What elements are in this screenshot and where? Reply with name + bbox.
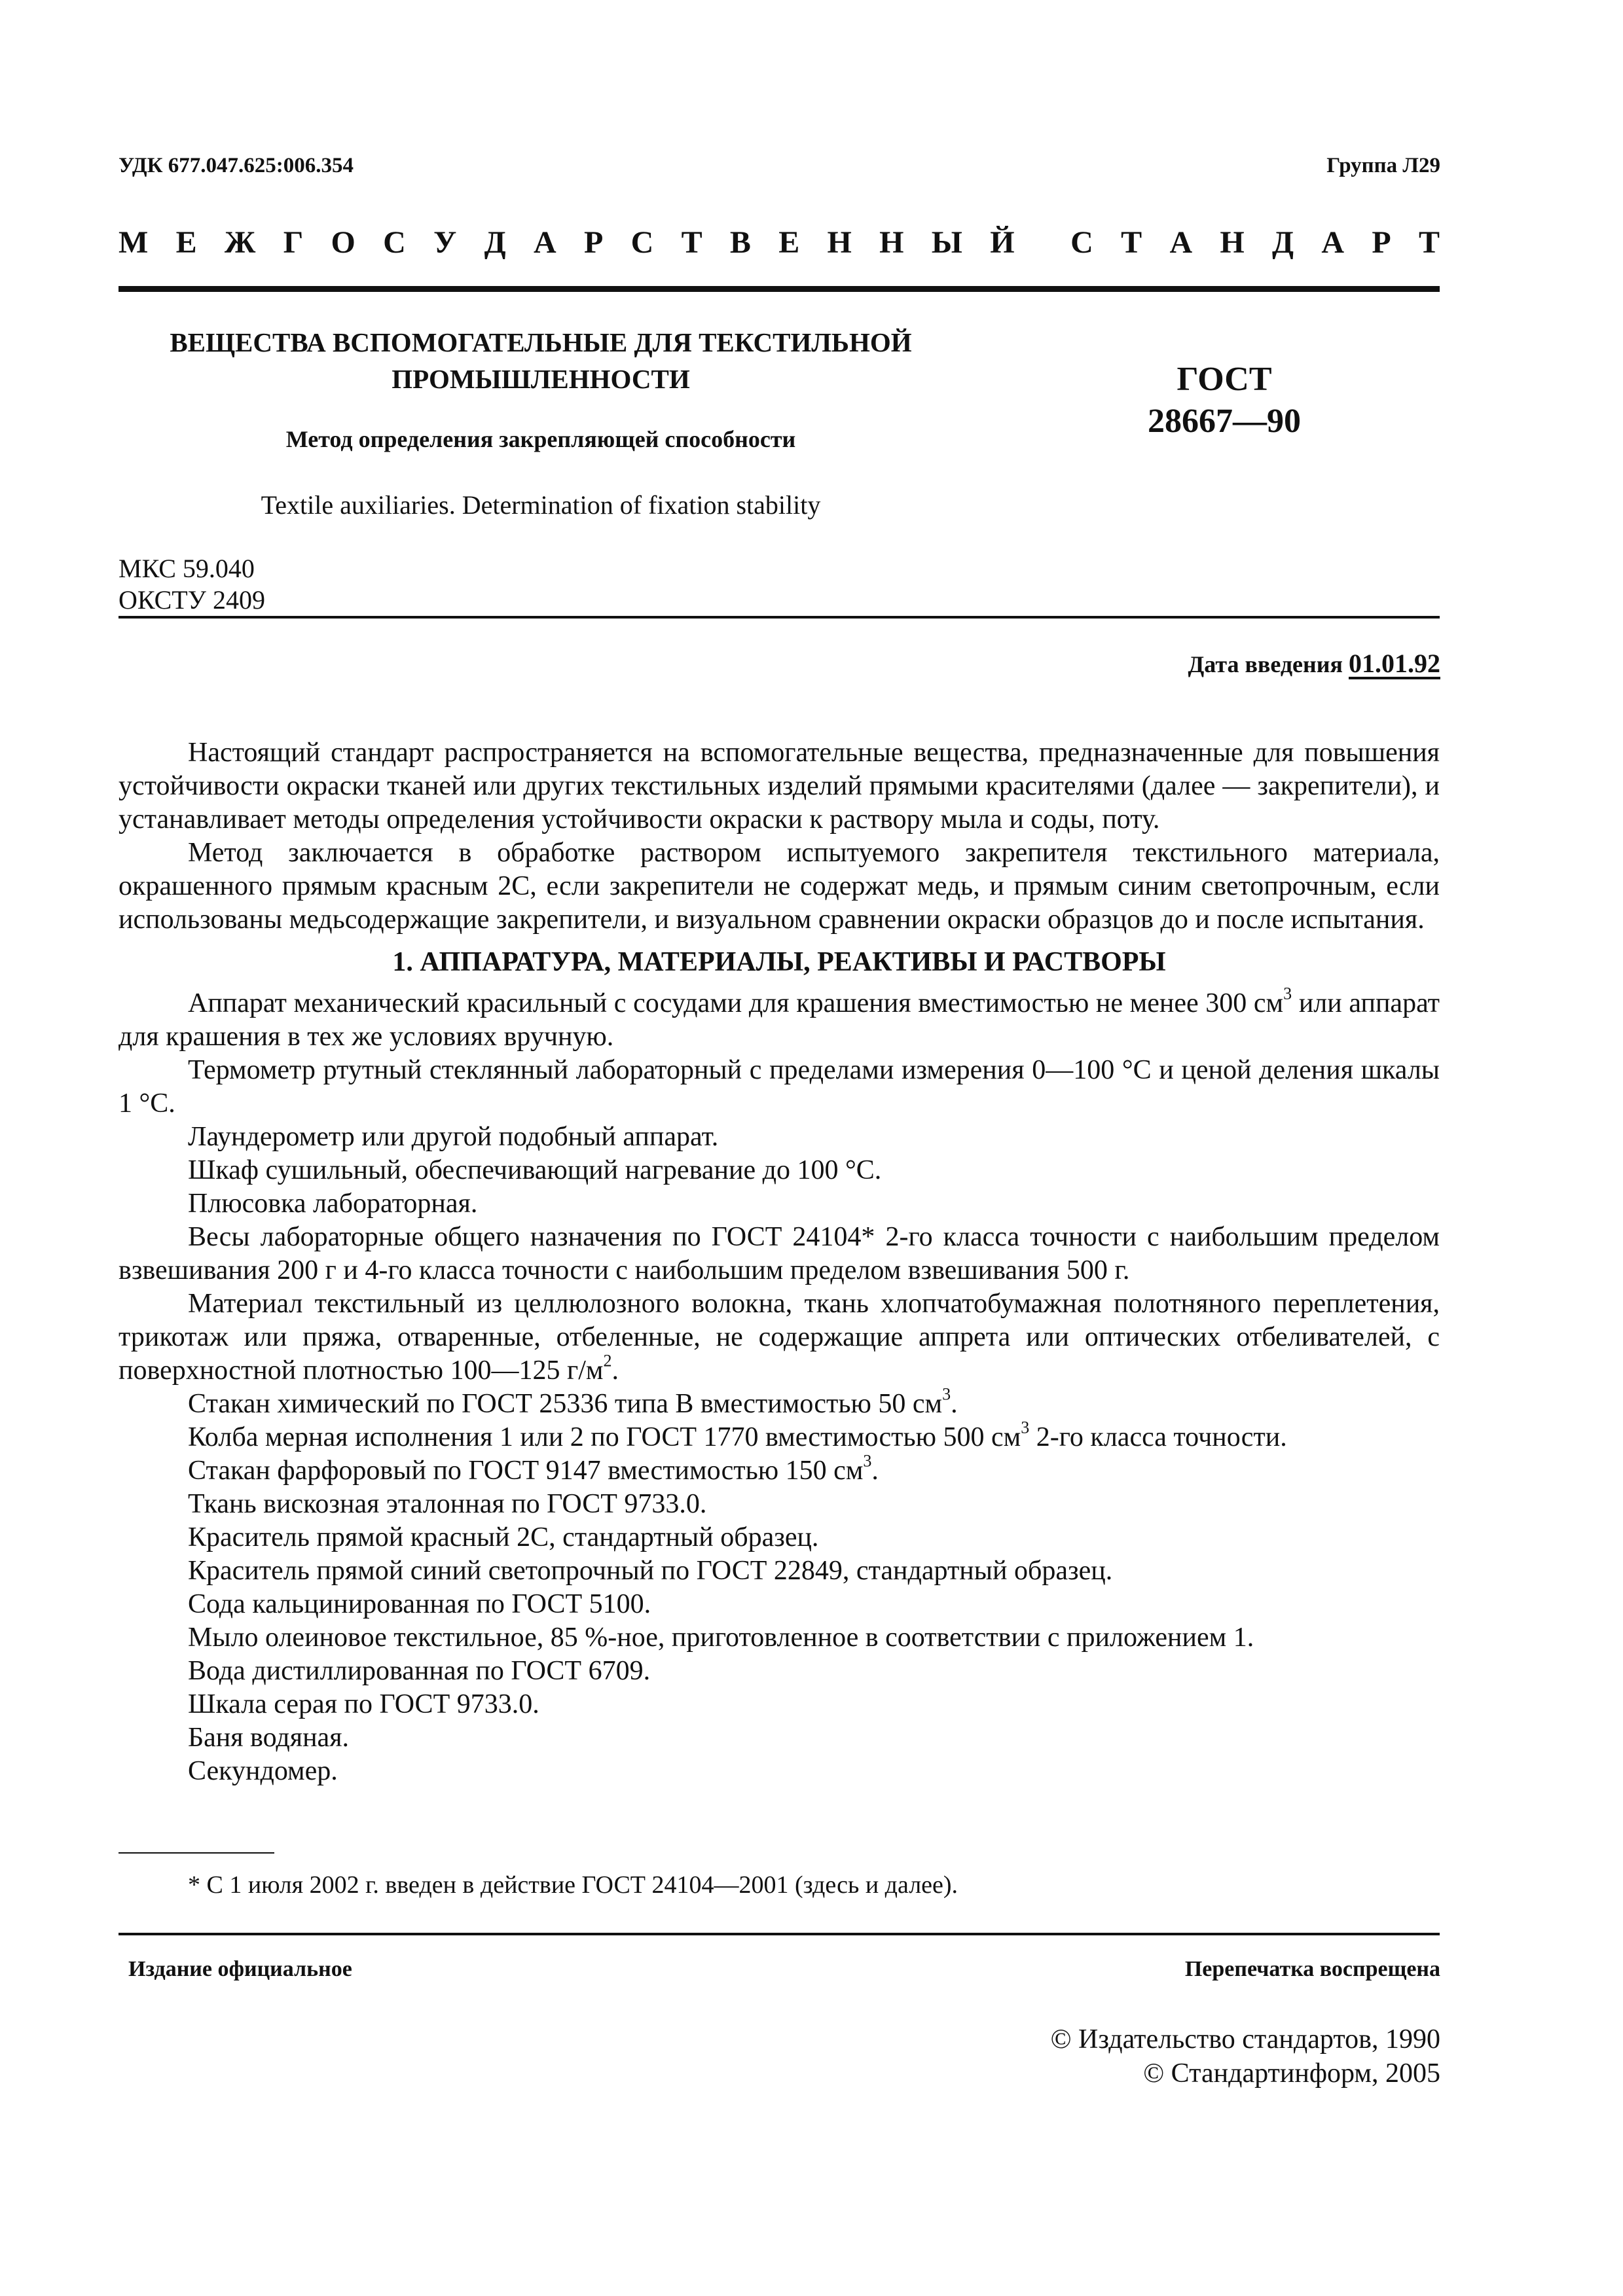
banner-letter: Т — [681, 225, 702, 260]
footnote-separator — [119, 1852, 274, 1854]
banner-letter: Н — [879, 225, 904, 260]
banner-letter: Й — [990, 225, 1015, 260]
list-item: Ткань вискозная эталонная по ГОСТ 9733.0. — [188, 1489, 707, 1519]
banner-letter: Е — [778, 225, 800, 260]
title-line-2: ПРОМЫШЛЕННОСТИ — [392, 364, 690, 394]
banner-letter: У — [433, 225, 457, 260]
standard-banner — [119, 224, 1440, 260]
banner-letter: Г — [283, 225, 304, 260]
list-item: Секундомер. — [188, 1756, 338, 1786]
banner-letter: Т — [1121, 225, 1142, 260]
list-item: Шкаф сушильный, обеспечивающий нагревание до 100 °С. — [188, 1155, 882, 1185]
list-item: Краситель прямой синий светопрочный по ГОСТ 22849, стандартный образец. — [188, 1556, 1113, 1586]
list-item: Шкала серая по ГОСТ 9733.0. — [188, 1689, 539, 1719]
copyright-line-1: © Издательство стандартов, 1990 — [1050, 2024, 1440, 2054]
intro-paragraph-2: Метод заключается в обработке раствором испытуемого закрепителя текстильного материала, окрашенного прямым красным 2С, если закрепители не содержат медь, и прямым синим светопрочным, если использованы медьсодержащие закрепители, и визуальном сравнении окраски образцов до и после испытания. — [119, 838, 1440, 935]
banner-rule — [119, 286, 1440, 292]
gost-label: ГОСТ — [1176, 361, 1272, 398]
list-item: Термометр ртутный стеклянный лабораторный с пределами измерения 0—100 °С и ценой деления шкалы 1 °С. — [119, 1055, 1440, 1119]
list-item: Лаундерометр или другой подобный аппарат. — [188, 1122, 719, 1152]
document-title — [119, 324, 963, 397]
document-subtitle: Метод определения закрепляющей способности — [285, 426, 796, 452]
banner-letter: С — [1070, 225, 1093, 260]
intro-paragraph-1: Настоящий стандарт распространяется на вспомогательные вещества, предназначенные для повышения устойчивости окраски тканей или других текстильных изделий прямыми красителями (далее — закрепители), и устанавливает методы определения устойчивости окраски к раствору мыла и соды, поту. — [119, 738, 1440, 834]
banner-letter: С — [383, 225, 406, 260]
banner-letter: Е — [175, 225, 197, 260]
group-code: Группа Л29 — [1326, 154, 1440, 177]
footer-rule — [119, 1933, 1440, 1935]
edition-label: Издание официальное — [128, 1957, 352, 1981]
banner-letter: Р — [1372, 225, 1391, 260]
date-label: Дата введения — [1188, 651, 1343, 677]
introduction-date — [1188, 648, 1441, 679]
list-item: Аппарат механический красильный с сосудами для крашения вместимостью не менее 300 $см^3$ или аппарат для крашения в тех же условиях вручную. — [119, 984, 1440, 1052]
gost-number-block — [1074, 359, 1375, 442]
banner-letter: Ы — [931, 225, 962, 260]
banner-letter: А — [534, 225, 556, 260]
copyright-line-2: © Стандартинформ, 2005 — [1143, 2058, 1440, 2089]
list-item: Краситель прямой красный 2С, стандартный образец. — [188, 1522, 819, 1552]
title-line-1: ВЕЩЕСТВА ВСПОМОГАТЕЛЬНЫЕ ДЛЯ ТЕКСТИЛЬНОЙ — [170, 327, 912, 357]
banner-letter: Д — [484, 225, 506, 260]
list-item: Весы лабораторные общего назначения по ГОСТ 24104* 2-го класса точности с наибольшим пределом взвешивания 200 г и 4-го класса точности с наибольшим пределом взвешивания 500 г. — [119, 1222, 1440, 1285]
reprint-label: Перепечатка воспрещена — [1184, 1957, 1440, 1981]
list-item: Стакан химический по ГОСТ 25336 типа В вместимостью 50 $см^3$. — [188, 1384, 958, 1419]
banner-letter: Н — [1220, 225, 1245, 260]
banner-word-gap — [1042, 224, 1043, 260]
banner-letter: С — [630, 225, 654, 260]
codes-rule — [119, 616, 1440, 619]
banner-letter: В — [729, 225, 751, 260]
list-item: Колба мерная исполнения 1 или 2 по ГОСТ 1770 вместимостью 500 $см^3$ 2-го класса точности. — [188, 1418, 1287, 1452]
banner-letter: Н — [827, 225, 852, 260]
banner-letter: Д — [1272, 225, 1294, 260]
udk-code: УДК 677.047.625:006.354 — [119, 154, 354, 177]
list-item: Вода дистиллированная по ГОСТ 6709. — [188, 1656, 651, 1686]
list-item: Мыло олеиновое текстильное, 85 %-ное, приготовленное в соответствии с приложением 1. — [188, 1623, 1254, 1653]
list-item: Плюсовка лабораторная. — [188, 1189, 478, 1219]
banner-letter: А — [1321, 225, 1345, 260]
copyright-block — [1051, 2022, 1440, 2090]
banner-letter: О — [331, 225, 356, 260]
banner-letter: А — [1169, 225, 1193, 260]
list-item: Стакан фарфоровый по ГОСТ 9147 вместимостью 150 $см^3$. — [188, 1451, 879, 1486]
list-item: Баня водяная. — [188, 1723, 350, 1753]
list-item: Сода кальцинированная по ГОСТ 5100. — [188, 1589, 651, 1619]
body-text — [119, 736, 1440, 1788]
banner-letter: М — [119, 225, 149, 260]
banner-letter: Р — [583, 225, 604, 260]
footnote: * С 1 июля 2002 г. введен в действие ГОСТ 24104—2001 (здесь и далее). — [188, 1871, 958, 1899]
gost-number: 28667—90 — [1148, 403, 1301, 440]
date-value: 01.01.92 — [1349, 649, 1440, 678]
mks-code: МКС 59.040 — [119, 554, 255, 583]
classification-codes — [119, 553, 265, 616]
english-title: Textile auxiliaries. Determination of fixation stability — [261, 490, 821, 520]
okstu-code: ОКСТУ 2409 — [119, 585, 266, 615]
banner-letter: Т — [1418, 225, 1440, 260]
section-1-title: 1. АППАРАТУРА, МАТЕРИАЛЫ, РЕАКТИВЫ И РАСТВОРЫ — [392, 947, 1166, 977]
banner-letter: Ж — [224, 225, 256, 260]
list-item: Материал текстильный из целлюлозного волокна, ткань хлопчатобумажная полотняного переплетения, трикотаж или пряжа, отваренные, отбеленные, не содержащие аппрета или оптических отбеливателей, с поверхностной плотностью 100—125 $г/м^2$. — [119, 1289, 1440, 1386]
